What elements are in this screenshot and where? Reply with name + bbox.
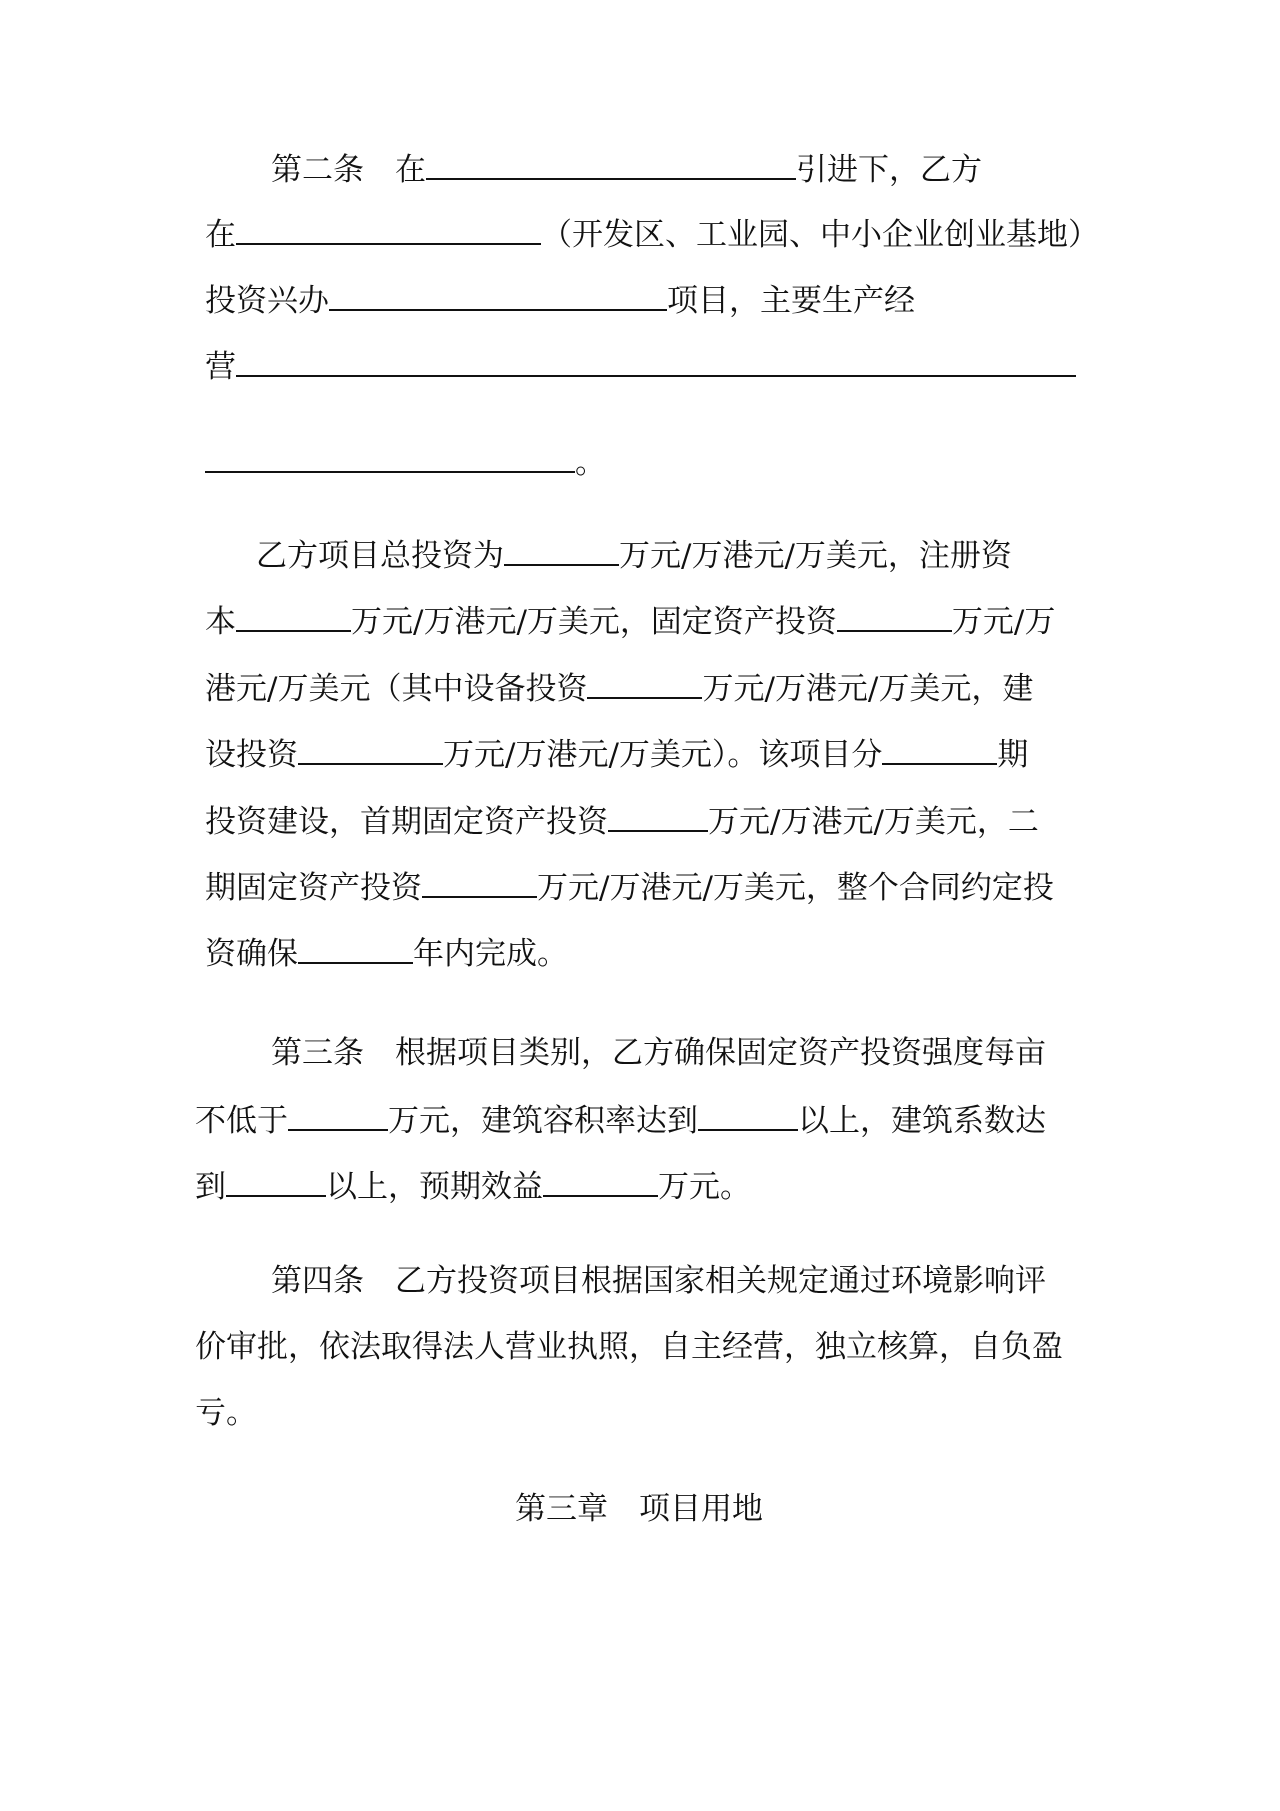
investment-line2: 本 万元/万港元/万美元，固定资产投资 万元/万 [205, 600, 1055, 642]
project-name-blank[interactable] [329, 279, 667, 311]
phase2-investment-blank[interactable] [422, 866, 537, 898]
article2-line5: 。 [205, 441, 606, 483]
construction-investment-blank[interactable] [298, 733, 443, 765]
article2-number: 第二条 [271, 152, 364, 188]
plot-ratio-blank[interactable] [698, 1099, 798, 1131]
registered-capital-blank[interactable] [236, 600, 351, 632]
phase1-investment-blank[interactable] [608, 800, 708, 832]
equipment-investment-blank[interactable] [587, 667, 702, 699]
article3-number: 第三条 [271, 1035, 364, 1071]
article4-number: 第四条 [271, 1263, 364, 1299]
fixed-asset-blank[interactable] [837, 600, 952, 632]
completion-years-blank[interactable] [298, 932, 413, 964]
investment-line5: 投资建设，首期固定资产投资 万元/万港元/万美元，二 [205, 800, 1039, 842]
expected-benefit-blank[interactable] [543, 1165, 658, 1197]
chapter3-label: 第三章 [515, 1491, 608, 1527]
phases-blank[interactable] [882, 733, 997, 765]
business-scope-blank-2[interactable] [205, 441, 575, 473]
article3-line2: 不低于 万元，建筑容积率达到 以上，建筑系数达 [195, 1099, 1046, 1141]
article4-line1: 第四条 乙方投资项目根据国家相关规定通过环境影响评 [271, 1263, 1046, 1299]
article4-line2: 价审批，依法取得法人营业执照，自主经营，独立核算，自负盈 [195, 1329, 1063, 1365]
article4-line3: 亏。 [195, 1395, 257, 1431]
investment-line7: 资确保 年内完成。 [205, 932, 568, 974]
chapter3-heading [515, 1489, 763, 1529]
introducer-blank[interactable] [426, 148, 796, 180]
building-coefficient-blank[interactable] [226, 1165, 326, 1197]
article2-line3: 投资兴办 项目，主要生产经 [205, 279, 915, 321]
chapter3-title: 项目用地 [639, 1491, 763, 1527]
total-investment-blank[interactable] [504, 534, 619, 566]
investment-line6: 期固定资产投资 万元/万港元/万美元，整个合同约定投 [205, 866, 1054, 908]
location-blank[interactable] [236, 213, 541, 245]
investment-line3: 港元/万美元（其中设备投资 万元/万港元/万美元，建 [205, 667, 1033, 709]
investment-per-mu-blank[interactable] [288, 1099, 388, 1131]
investment-line4: 设投资 万元/万港元/万美元）。该项目分 期 [205, 733, 1028, 775]
business-scope-blank[interactable] [236, 345, 1076, 377]
article3-line3: 到 以上，预期效益 万元。 [195, 1165, 751, 1207]
investment-line1: 乙方项目总投资为 万元/万港元/万美元，注册资 [256, 534, 1012, 576]
article2-line1: 第二条 在 引进下，乙方 [271, 148, 982, 190]
article2-line2: 在 （开发区、工业园、中小企业创业基地） [205, 213, 1099, 255]
article3-line1: 第三条 根据项目类别，乙方确保固定资产投资强度每亩 [271, 1035, 1046, 1071]
article2-line4: 营 [205, 345, 1076, 387]
